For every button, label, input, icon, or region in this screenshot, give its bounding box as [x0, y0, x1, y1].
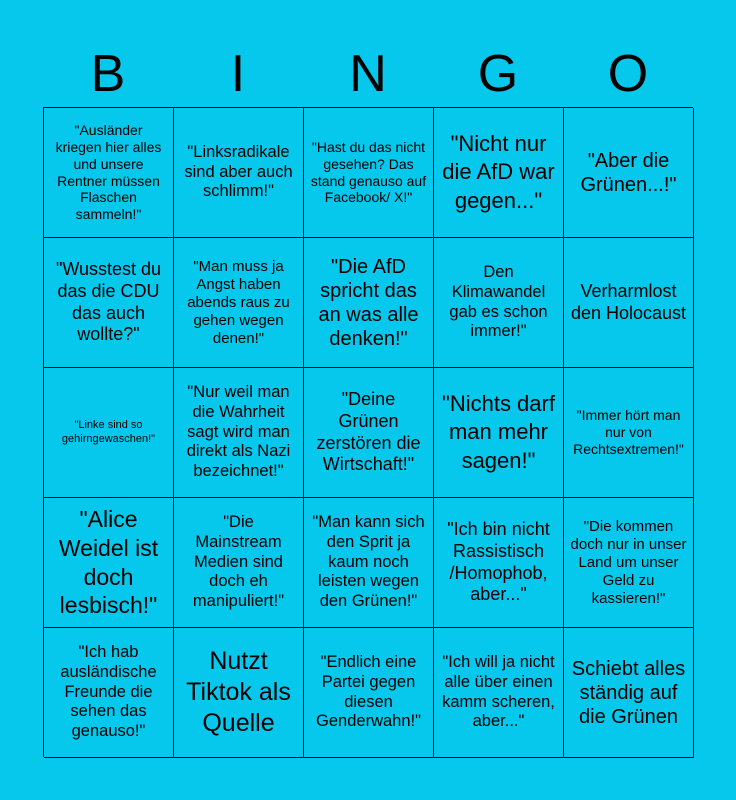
bingo-cell[interactable] — [174, 238, 304, 368]
bingo-cell-text: Verharmlost den Holocaust — [570, 280, 687, 323]
bingo-cell[interactable] — [434, 368, 564, 498]
header-letter-n: N — [349, 45, 387, 103]
bingo-cell[interactable] — [44, 628, 174, 758]
bingo-cell-text: "Man kann sich den Sprit ja kaum noch leisten wegen den Grünen!" — [312, 513, 425, 611]
bingo-cell-text: "Hast du das nicht gesehen? Das stand genauso auf Facebook/ X!" — [310, 138, 427, 206]
bingo-cell-text: "Nicht nur die AfD war gegen..." — [442, 130, 555, 213]
bingo-cell-text: "Ich hab ausländische Freunde die sehen das genauso!" — [60, 643, 157, 741]
bingo-cell[interactable] — [304, 368, 434, 498]
bingo-cell[interactable] — [434, 498, 564, 628]
bingo-cell-text: "Nur weil man die Wahrheit sagt wird man direkt als Nazi bezeichnet!" — [186, 383, 291, 481]
bingo-cell[interactable] — [564, 368, 694, 498]
bingo-cell-text: Schiebt alles ständig auf die Grünen — [571, 657, 686, 728]
bingo-cell[interactable] — [304, 628, 434, 758]
bingo-cell-text: "Ich bin nicht Rassistisch /Homophob, aber..." — [447, 519, 550, 605]
bingo-cell-text: "Ich will ja nicht alle über einen kamm scheren, aber..." — [442, 652, 555, 731]
bingo-cell[interactable] — [44, 368, 174, 498]
bingo-cell-text: "Endlich eine Partei gegen diesen Genderwahn!" — [316, 652, 421, 731]
bingo-cell-text: "Linksradikale sind aber auch schlimm!" — [184, 142, 293, 201]
bingo-cell-text: "Alice Weidel ist doch lesbisch!" — [58, 506, 159, 619]
bingo-cell-text: "Linke sind so gehirngewaschen!" — [61, 419, 156, 445]
bingo-cell-text: Nutzt Tiktok als Quelle — [186, 646, 291, 738]
bingo-cell[interactable] — [434, 238, 564, 368]
bingo-cell[interactable] — [564, 628, 694, 758]
bingo-grid — [43, 107, 693, 757]
header-letter-g: G — [477, 45, 519, 103]
bingo-cell[interactable] — [304, 238, 434, 368]
bingo-cell-text: "Man muss ja Angst haben abends raus zu gehen wegen denen!" — [187, 257, 290, 347]
header-letter-i: I — [230, 45, 246, 103]
bingo-cell-text: "Deine Grünen zerstören die Wirtschaft!" — [316, 389, 421, 475]
bingo-cell[interactable] — [564, 238, 694, 368]
bingo-cell[interactable] — [174, 108, 304, 238]
bingo-cell-text: "Die kommen doch nur in unser Land um unser Geld zu kassieren!" — [570, 517, 687, 607]
bingo-cell[interactable] — [434, 628, 564, 758]
bingo-cell-text: "Ausländer kriegen hier alles und unsere Rentner müssen Flaschen sammeln!" — [55, 122, 162, 223]
header-letter-o: O — [607, 45, 649, 103]
header-letter-b: B — [90, 45, 126, 103]
bingo-cell-text: Den Klimawandel gab es schon immer!" — [449, 262, 548, 341]
bingo-cell[interactable] — [564, 108, 694, 238]
bingo-cell-text: "Die Mainstream Medien sind doch eh manipuliert!" — [192, 513, 285, 611]
bingo-cell[interactable] — [434, 108, 564, 238]
bingo-cell-text: "Aber die Grünen...!" — [580, 149, 677, 196]
bingo-cell[interactable] — [44, 238, 174, 368]
bingo-cell-text: "Nichts darf man mehr sagen!" — [442, 390, 555, 473]
bingo-cell[interactable] — [174, 368, 304, 498]
bingo-cell-text: "Die AfD spricht das an was alle denken!" — [318, 255, 419, 350]
bingo-cell[interactable] — [174, 628, 304, 758]
bingo-cell[interactable] — [44, 498, 174, 628]
bingo-cell[interactable] — [304, 108, 434, 238]
bingo-cell[interactable] — [44, 108, 174, 238]
bingo-cell-text: "Wusstest du das die CDU das auch wollte?" — [55, 259, 162, 345]
bingo-cell[interactable] — [174, 498, 304, 628]
bingo-cell[interactable] — [304, 498, 434, 628]
bingo-header — [43, 40, 693, 108]
bingo-cell[interactable] — [564, 498, 694, 628]
bingo-cell-text: "Immer hört man nur von Rechtsextremen!" — [573, 407, 684, 457]
